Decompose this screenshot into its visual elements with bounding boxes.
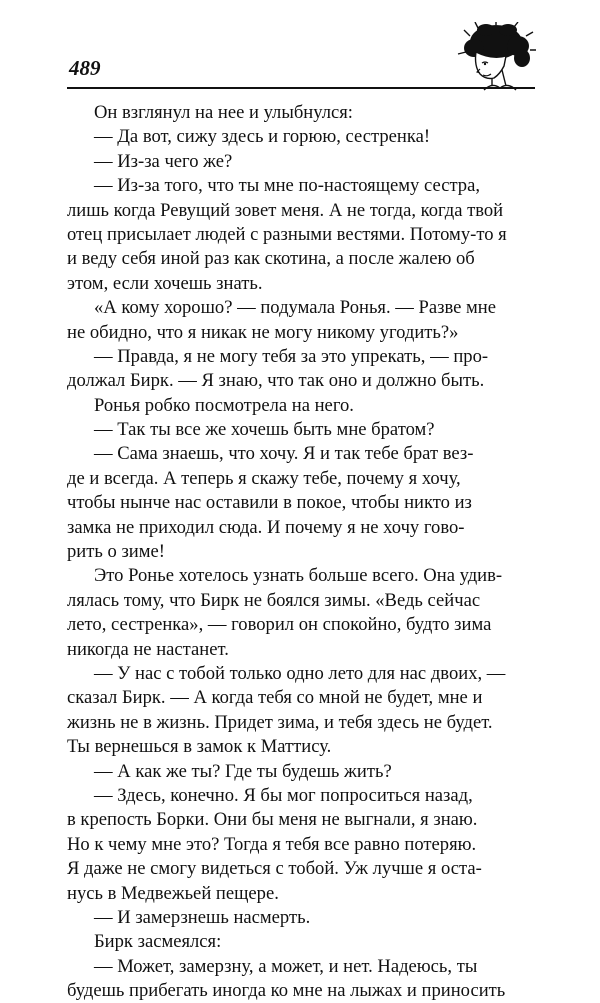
body-text	[67, 101, 534, 1003]
text-line: рить о зиме!	[67, 541, 165, 563]
text-line: нусь в Медвежьей пещере.	[67, 882, 279, 904]
text-line: сказал Бирк. — А когда тебя со мной не будет, мне и	[67, 687, 483, 709]
text-line: — Да вот, сижу здесь и горюю, сестренка!	[94, 126, 431, 148]
text-line: — Может, замерзну, а может, и нет. Надеюсь, ты	[94, 955, 478, 977]
text-line: лето, сестренка», — говорил он спокойно, будто зима	[67, 614, 492, 636]
text-line: отец присылает людей с разными вестями. Потому-то я	[67, 223, 507, 245]
text-line: чтобы нынче нас оставили в покое, чтобы никто из	[67, 492, 472, 514]
text-line: лялась тому, что Бирк не боялся зимы. «Ведь сейчас	[67, 589, 481, 611]
text-line: — У нас с тобой только одно лето для нас двоих, —	[94, 662, 506, 684]
text-line: в крепость Борки. Они бы меня не выгнали, я знаю.	[67, 809, 478, 831]
text-line: — Правда, я не могу тебя за это упрекать, — про-	[94, 345, 489, 367]
text-line: будешь прибегать иногда ко мне на лыжах и приносить	[67, 980, 506, 1002]
text-line: «А кому хорошо? — подумала Ронья. — Разве мне	[94, 297, 496, 319]
text-line: замка не приходил сюда. И почему я не хочу гово-	[67, 516, 465, 538]
text-line: Он взглянул на нее и улыбнулся:	[94, 102, 353, 123]
text-line: и веду себя иной раз как скотина, а после жалею об	[67, 248, 475, 270]
text-line: этом, если хочешь знать.	[67, 272, 263, 294]
text-line: должал Бирк. — Я знаю, что так оно и должно быть.	[67, 370, 485, 392]
text-line: Я даже не смогу видеться с тобой. Уж лучше я оста-	[67, 858, 482, 880]
text-line: де и всегда. А теперь я скажу тебе, почему я хочу,	[67, 467, 461, 489]
text-line: — Так ты все же хочешь быть мне братом?	[94, 419, 435, 441]
text-line: Но к чему мне это? Тогда я тебя все равно потеряю.	[67, 833, 477, 855]
text-line: Ты вернешься в замок к Маттису.	[67, 736, 332, 758]
page-number: 489	[69, 56, 101, 80]
text-line: никогда не настанет.	[67, 638, 229, 660]
boy-portrait-icon	[456, 22, 536, 92]
text-line: — Здесь, конечно. Я бы мог попроситься назад,	[94, 784, 473, 806]
text-line: — Из-за того, что ты мне по-настоящему сестра,	[94, 175, 481, 197]
text-line: Бирк засмеялся:	[94, 931, 222, 953]
text-line: Ронья робко посмотрела на него.	[94, 394, 354, 416]
text-line: лишь когда Ревущий зовет меня. А не тогда, когда твой	[67, 199, 504, 221]
text-line: — А как же ты? Где ты будешь жить?	[94, 760, 392, 782]
text-line: — Из-за чего же?	[94, 150, 233, 172]
text-line: — И замерзнешь насмерть.	[94, 906, 311, 928]
text-line: жизнь не в жизнь. Придет зима, и тебя здесь не будет.	[67, 711, 493, 733]
text-line: Это Ронье хотелось узнать больше всего. Она удив-	[94, 565, 503, 587]
text-line: — Сама знаешь, что хочу. Я и так тебе брат вез-	[94, 443, 474, 465]
text-line: не обидно, что я никак не могу никому угодить?»	[67, 321, 459, 343]
